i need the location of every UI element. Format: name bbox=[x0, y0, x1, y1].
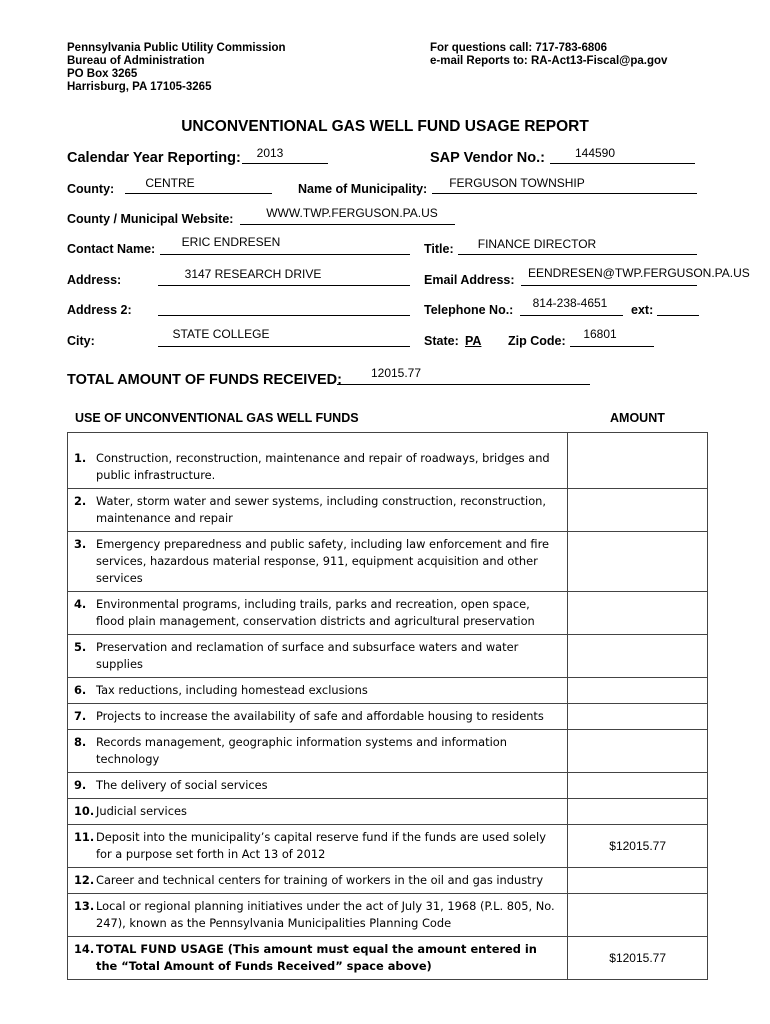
amount-cell[interactable] bbox=[568, 635, 708, 678]
row-description: Projects to increase the availability of safe and affordable housing to residents bbox=[96, 709, 544, 723]
row-number: 12. bbox=[74, 873, 95, 887]
row-description: Tax reductions, including homestead exclusions bbox=[96, 683, 368, 697]
row-number: 1. bbox=[74, 451, 87, 465]
calendar-year-field[interactable]: 2013 bbox=[256, 146, 284, 160]
row-number: 6. bbox=[74, 683, 87, 697]
address2-line bbox=[158, 315, 410, 316]
agency-address bbox=[67, 42, 286, 94]
total-received-field[interactable]: 12015.77 bbox=[370, 366, 422, 380]
reports-email: e-mail Reports to: RA-Act13-Fiscal@pa.gov bbox=[430, 55, 668, 67]
municipality-field[interactable]: FERGUSON TOWNSHIP bbox=[449, 176, 585, 190]
uses-header: USE OF UNCONVENTIONAL GAS WELL FUNDS bbox=[75, 411, 359, 425]
row-description: Environmental programs, including trails, parks and recreation, open space, flood plain management, conservation districts and agricultural preservation bbox=[96, 597, 535, 628]
city-label: City: bbox=[67, 334, 95, 348]
sap-vendor-label: SAP Vendor No.: bbox=[430, 150, 545, 166]
row-number: 4. bbox=[74, 597, 87, 611]
table-row bbox=[68, 678, 708, 704]
title-line bbox=[458, 254, 697, 255]
zip-code-field[interactable]: 16801 bbox=[583, 327, 617, 341]
row-description: Water, storm water and sewer systems, including construction, reconstruction, maintenance and repair bbox=[96, 494, 547, 525]
table-row bbox=[68, 433, 708, 489]
contact-info bbox=[430, 42, 667, 68]
row-description: Deposit into the municipality’s capital reserve fund if the funds are used solely for a purpose set forth in Act 13 of 2012 bbox=[96, 830, 546, 861]
table-row bbox=[68, 773, 708, 799]
email-field[interactable]: EENDRESEN@TWP.FERGUSON.PA.US bbox=[528, 266, 750, 280]
amount-cell[interactable] bbox=[568, 704, 708, 730]
table-row bbox=[68, 489, 708, 532]
city-field[interactable]: STATE COLLEGE bbox=[172, 327, 270, 341]
telephone-field[interactable]: 814-238-4651 bbox=[532, 296, 608, 310]
amount-cell[interactable] bbox=[568, 894, 708, 937]
total-received-line bbox=[337, 384, 590, 385]
amount-cell[interactable]: $12015.77 bbox=[568, 825, 708, 868]
table-row bbox=[68, 825, 708, 868]
amount-cell[interactable] bbox=[568, 592, 708, 635]
agency-name: Pennsylvania Public Utility Commission bbox=[67, 42, 286, 54]
website-field[interactable]: WWW.TWP.FERGUSON.PA.US bbox=[266, 206, 438, 220]
row-number: 11. bbox=[74, 830, 95, 844]
county-field[interactable]: CENTRE bbox=[145, 176, 195, 190]
table-row bbox=[68, 868, 708, 894]
county-label: County: bbox=[67, 182, 115, 196]
total-received-label: TOTAL AMOUNT OF FUNDS RECEIVED: bbox=[67, 372, 342, 388]
address-line bbox=[158, 285, 410, 286]
contact-name-label: Contact Name: bbox=[67, 242, 156, 256]
email-line bbox=[521, 285, 697, 286]
row-description: Local or regional planning initiatives under the act of July 31, 1968 (P.L. 805, No. 247), known as the Pennsylvania Municipalities Planning Code bbox=[96, 899, 555, 930]
telephone-label: Telephone No.: bbox=[424, 303, 514, 317]
amount-header: AMOUNT bbox=[610, 411, 665, 425]
sap-vendor-field[interactable]: 144590 bbox=[574, 146, 616, 160]
amount-cell[interactable] bbox=[568, 730, 708, 773]
amount-cell[interactable] bbox=[568, 433, 708, 489]
row-description: Preservation and reclamation of surface and subsurface waters and water supplies bbox=[96, 640, 519, 671]
row-number: 3. bbox=[74, 537, 87, 551]
calendar-year-line bbox=[242, 163, 328, 164]
page-title: UNCONVENTIONAL GAS WELL FUND USAGE REPORT bbox=[181, 118, 589, 135]
table-row bbox=[68, 730, 708, 773]
row-number: 5. bbox=[74, 640, 87, 654]
zip-code-line bbox=[570, 346, 654, 347]
table-row bbox=[68, 894, 708, 937]
table-row bbox=[68, 704, 708, 730]
row-description: Judicial services bbox=[96, 804, 187, 818]
amount-cell[interactable] bbox=[568, 799, 708, 825]
fund-usage-table bbox=[67, 432, 708, 980]
address2-label: Address 2: bbox=[67, 303, 132, 317]
row-number: 13. bbox=[74, 899, 95, 913]
municipality-line bbox=[432, 193, 697, 194]
website-label: County / Municipal Website: bbox=[67, 212, 234, 226]
city-line bbox=[158, 346, 410, 347]
row-description: Emergency preparedness and public safety, including law enforcement and fire services, hazardous material response, 911, equipment acquisition and other services bbox=[96, 537, 550, 585]
state-field[interactable]: PA bbox=[465, 334, 482, 348]
zip-code-label: Zip Code: bbox=[508, 334, 566, 348]
row-number: 2. bbox=[74, 494, 87, 508]
row-description: Records management, geographic information systems and information technology bbox=[96, 735, 507, 766]
row-description: TOTAL FUND USAGE (This amount must equal the amount entered in the “Total Amount of Funds Received” space above) bbox=[96, 942, 537, 973]
row-number: 9. bbox=[74, 778, 87, 792]
table-row bbox=[68, 799, 708, 825]
telephone-line bbox=[520, 315, 623, 316]
table-row bbox=[68, 592, 708, 635]
amount-cell[interactable] bbox=[568, 773, 708, 799]
row-description: Construction, reconstruction, maintenance and repair of roadways, bridges and public infrastructure. bbox=[96, 451, 550, 482]
amount-cell[interactable] bbox=[568, 678, 708, 704]
agency-bureau: Bureau of Administration bbox=[67, 55, 205, 67]
email-label: Email Address: bbox=[424, 273, 515, 287]
amount-cell[interactable] bbox=[568, 532, 708, 592]
table-row bbox=[68, 635, 708, 678]
amount-cell[interactable] bbox=[568, 489, 708, 532]
title-label: Title: bbox=[424, 242, 454, 256]
row-number: 14. bbox=[74, 942, 95, 956]
row-number: 10. bbox=[74, 804, 95, 818]
total-usage-row bbox=[68, 937, 708, 980]
title-field[interactable]: FINANCE DIRECTOR bbox=[477, 237, 597, 251]
table-row bbox=[68, 532, 708, 592]
ext-line bbox=[657, 315, 699, 316]
contact-name-field[interactable]: ERIC ENDRESEN bbox=[181, 235, 281, 249]
calendar-year-label: Calendar Year Reporting: bbox=[67, 150, 241, 166]
row-description: The delivery of social services bbox=[96, 778, 268, 792]
ext-label: ext: bbox=[631, 303, 654, 317]
address-field[interactable]: 3147 RESEARCH DRIVE bbox=[184, 267, 322, 281]
amount-cell[interactable] bbox=[568, 868, 708, 894]
state-label: State: bbox=[424, 334, 459, 348]
website-line bbox=[240, 224, 455, 225]
county-line bbox=[125, 193, 272, 194]
total-usage-amount[interactable]: $12015.77 bbox=[568, 937, 708, 980]
row-number: 7. bbox=[74, 709, 87, 723]
row-number: 8. bbox=[74, 735, 87, 749]
municipality-label: Name of Municipality: bbox=[298, 182, 428, 196]
address-label: Address: bbox=[67, 273, 122, 287]
row-description: Career and technical centers for training of workers in the oil and gas industry bbox=[96, 873, 544, 887]
agency-po-box: PO Box 3265 bbox=[67, 68, 138, 80]
agency-city: Harrisburg, PA 17105-3265 bbox=[67, 81, 212, 93]
contact-name-line bbox=[160, 254, 410, 255]
questions-phone: For questions call: 717-783-6806 bbox=[430, 42, 608, 54]
sap-vendor-line bbox=[550, 163, 695, 164]
